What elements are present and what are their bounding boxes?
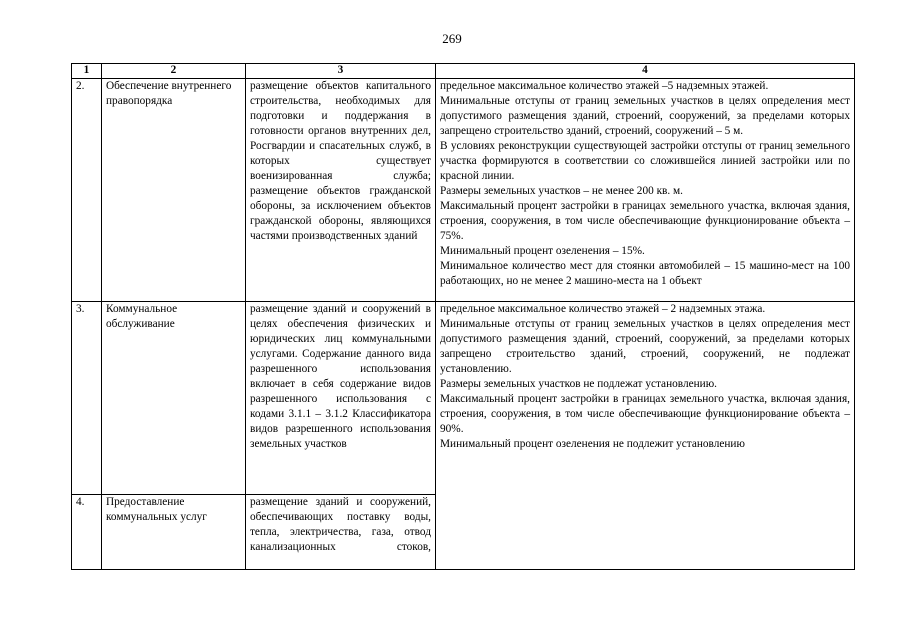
parameters-cell: [436, 79, 855, 302]
parameter-text: Минимальный процент озеленения не подлежит установлению: [440, 438, 745, 450]
use-type-name: Предоставление коммунальных услуг: [102, 495, 246, 570]
table-header-row: [72, 64, 855, 79]
parameters-cell: [436, 302, 855, 570]
column-header: 2: [102, 64, 246, 79]
use-type-name: Обеспечение внутреннего правопорядка: [102, 79, 246, 302]
use-type-description: размещение объектов капитального строительства, необходимых для подготовки и поддержания в готовности органов внутренних дел, Росгвардии и спасательных служб, в которых существует военизированная служба; размещение объектов гражданской обороны, за исключением объектов гражданской обороны, являющихся частями производственных зданий: [246, 79, 436, 302]
parameter-text: В условиях реконструкции существующей застройки отступы от границ земельного участка формируются в соответствии со сложившейся линией застройки или по красной линии.: [440, 140, 850, 182]
land-use-table: [71, 63, 855, 570]
column-header: 1: [72, 64, 102, 79]
row-number: 3.: [72, 302, 102, 495]
parameter-text: Максимальный процент застройки в границах земельного участка, включая здания, строения, сооружения, в том числе обеспечивающие функционирование объекта – 75%.: [440, 200, 850, 242]
parameter-text: Размеры земельных участков не подлежат установлению.: [440, 378, 717, 390]
use-type-description: размещение зданий и сооружений в целях обеспечения физических и юридических лиц коммунальными услугами. Содержание данного вида разрешенного использования включает в себя содержание видов разрешенного использования с кодами 3.1.1 – 3.1.2 Классификатора видов разрешенного использования земельных участков: [246, 302, 436, 495]
column-header: 4: [436, 64, 855, 79]
parameter-text: Максимальный процент застройки в границах земельного участка, включая здания, строения, сооружения, в том числе обеспечивающие функционирование объекта – 90%.: [440, 393, 850, 435]
parameter-text: предельное максимальное количество этажей –5 надземных этажей.: [440, 80, 769, 92]
parameter-text: Минимальные отступы от границ земельных участков в целях определения мест допустимого размещения зданий, строений, сооружений, за пределами которых запрещено строительство зданий, строений, сооружений – 5 м.: [440, 95, 850, 137]
parameter-text: Минимальное количество мест для стоянки автомобилей – 15 машино-мест на 100 работающих, но не менее 2 машино-места на 1 объект: [440, 260, 850, 287]
parameter-text: предельное максимальное количество этажей – 2 надземных этажа.: [440, 303, 766, 315]
page-number: 269: [442, 31, 462, 46]
use-type-description: размещение зданий и сооружений, обеспечивающих поставку воды, тепла, электричества, газа, отвод канализационных стоков,: [246, 495, 436, 570]
use-type-name: Коммунальное обслуживание: [102, 302, 246, 495]
row-number: 2.: [72, 79, 102, 302]
parameter-text: Минимальный процент озеленения – 15%.: [440, 245, 645, 257]
table-row: [72, 79, 855, 302]
table-row: [72, 302, 855, 495]
column-header: 3: [246, 64, 436, 79]
parameter-text: Размеры земельных участков – не менее 200 кв. м.: [440, 185, 684, 197]
row-number: 4.: [72, 495, 102, 570]
parameter-text: Минимальные отступы от границ земельных участков в целях определения мест допустимого размещения зданий, строений, сооружений, за пределами которых запрещено строительство зданий, строений, сооружений, не подлежат установлению.: [440, 318, 850, 375]
